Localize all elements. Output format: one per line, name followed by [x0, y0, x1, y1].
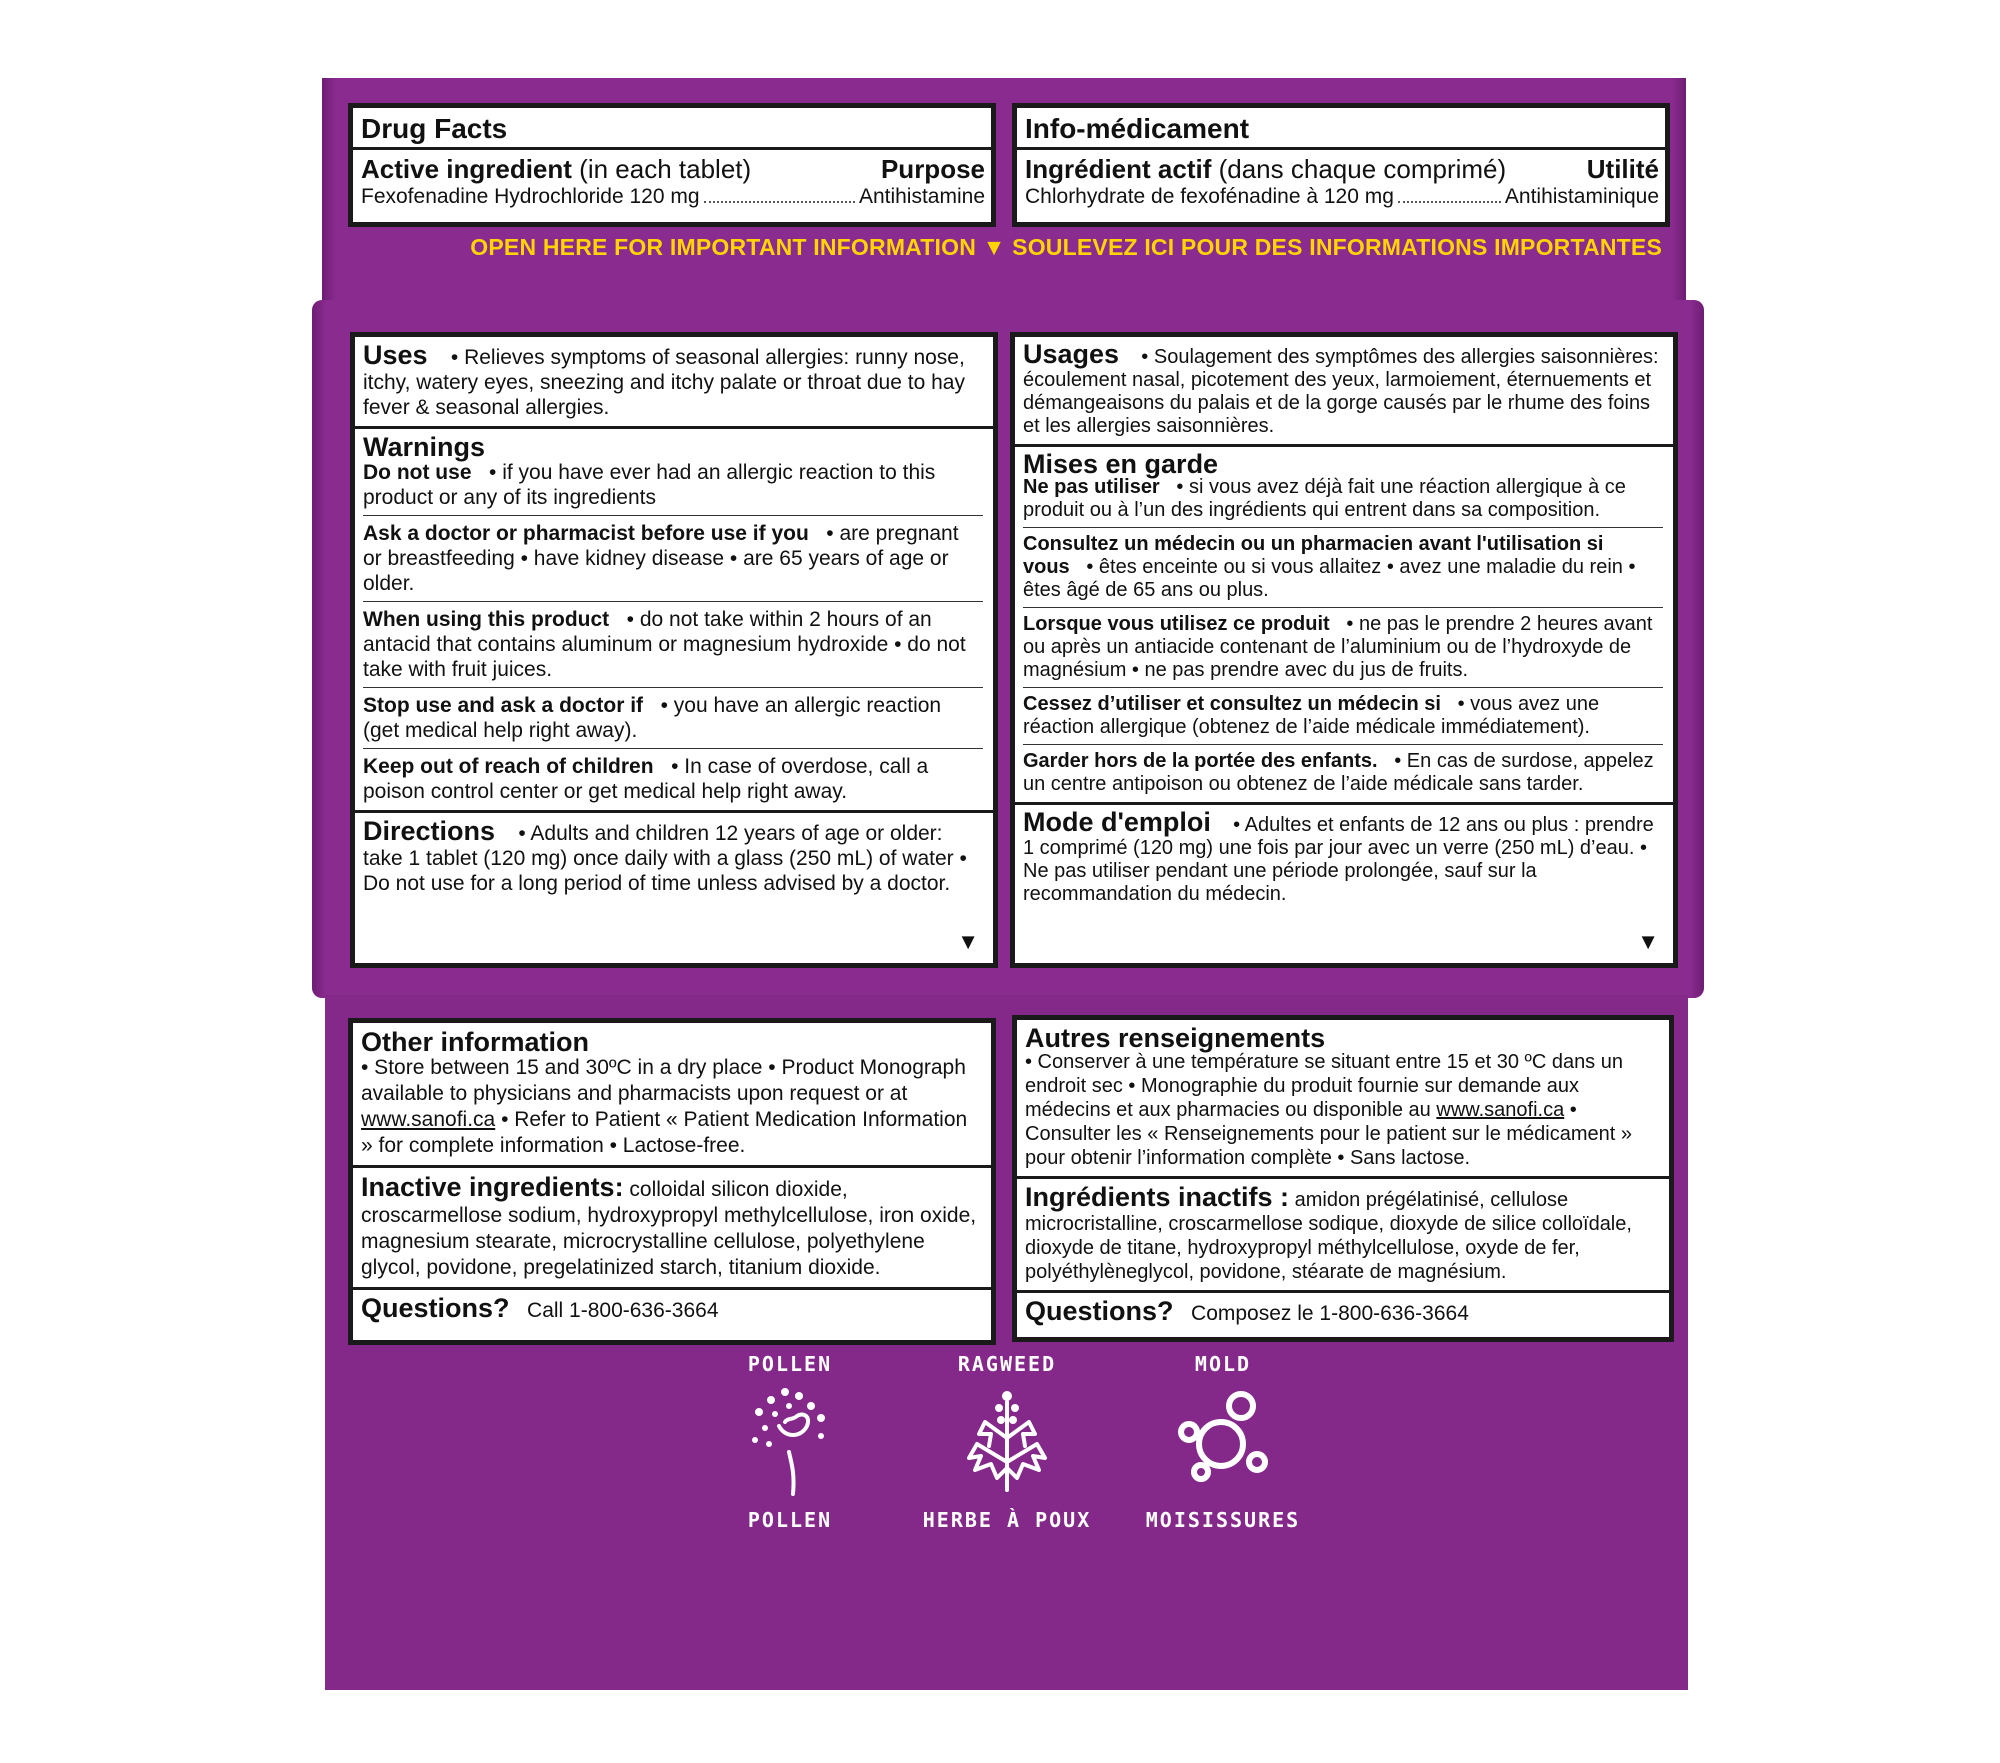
- inactive-ingredients-title: Inactive ingredients:: [361, 1172, 624, 1202]
- drug-facts-panel-fr: [1010, 332, 1678, 968]
- warning-head-fr: Lorsque vous utilisez ce produit: [1023, 613, 1330, 635]
- warning-item: [363, 460, 983, 516]
- directions-title: Directions: [363, 816, 496, 846]
- dot-leader: [704, 201, 855, 203]
- drug-facts-header-fr: [1012, 103, 1670, 227]
- active-ingredient-label-fr: Ingrédient actif: [1025, 154, 1212, 184]
- drug-facts-panel-en: [350, 332, 998, 968]
- questions-title-fr: Questions?: [1025, 1296, 1174, 1326]
- other-info-text-2: • Refer to Patient « Patient Medication Information » for complete information • Lactose-free.: [361, 1108, 968, 1157]
- other-info-title-fr: Autres renseignements: [1025, 1023, 1326, 1053]
- open-here-banner[interactable]: OPEN HERE FOR IMPORTANT INFORMATION ▼ SOULEVEZ ICI POUR DES INFORMATIONS IMPORTANTES: [470, 234, 1662, 260]
- warning-head-fr: Ne pas utiliser: [1023, 476, 1160, 498]
- sanofi-link-fr[interactable]: www.sanofi.ca: [1436, 1099, 1565, 1121]
- pollen-badge: [680, 1352, 900, 1532]
- warning-text: • you have an allergic reaction (get medical help right away).: [363, 694, 942, 742]
- directions-title-fr: Mode d'emploi: [1023, 807, 1211, 837]
- mold-label-bottom: MOISISSURES: [1145, 1508, 1301, 1532]
- inactive-ingredients-section: [353, 1168, 991, 1290]
- pollen-icon: [745, 1382, 835, 1502]
- warnings-title-fr: Mises en garde: [1023, 449, 1219, 479]
- warning-text: • do not take within 2 hours of an antacid that contains aluminum or magnesium hydroxide • do not take with fruit juices.: [363, 608, 966, 681]
- continue-arrow-icon: ▼: [1637, 929, 1659, 954]
- mold-label-top: MOLD: [1194, 1352, 1252, 1376]
- other-info-section: [353, 1023, 991, 1168]
- inactive-ingredients-section-fr: [1017, 1179, 1669, 1293]
- warning-item: [363, 754, 983, 804]
- purpose-label: Purpose: [880, 154, 985, 184]
- warning-item-fr: [1023, 533, 1663, 608]
- ingredient-name: Fexofenadine Hydrochloride 120 mg: [361, 185, 700, 208]
- mold-badge: [1113, 1352, 1333, 1532]
- warning-text-fr: • ne pas le prendre 2 heures avant ou après un antiacide contenant de l’aluminium ou de l’hydroxyde de magnésium • ne pas prendre avec du jus de fruits.: [1023, 613, 1653, 681]
- warning-text: • if you have ever had an allergic reaction to this product or any of its ingredients: [363, 461, 936, 509]
- inactive-ingredients-text: colloidal silicon dioxide, croscarmellose sodium, hydroxypropyl methylcellulose, iron oxide, magnesium stearate, microcrystalline cellulose, polyethylene glycol, povidone, pregelatinized starch, titanium dioxide.: [361, 1178, 977, 1279]
- active-ingredient-row-fr: [1017, 150, 1665, 185]
- ragweed-label-bottom: HERBE À POUX: [922, 1508, 1092, 1532]
- inactive-ingredients-title-fr: Ingrédients inactifs :: [1025, 1182, 1290, 1212]
- active-ingredient-label: Active ingredient: [361, 154, 572, 184]
- other-info-title: Other information: [361, 1027, 589, 1057]
- warning-head-fr: Cessez d’utiliser et consultez un médecin si: [1023, 693, 1441, 715]
- warning-head: When using this product: [363, 608, 610, 631]
- drug-facts-title-fr: Info-médicament: [1017, 108, 1665, 150]
- mold-icon: [1173, 1382, 1273, 1502]
- other-info-panel-fr: [1012, 1015, 1674, 1342]
- warning-item: [363, 521, 983, 602]
- sanofi-link[interactable]: www.sanofi.ca: [361, 1108, 496, 1131]
- directions-section-fr: [1015, 805, 1673, 912]
- other-info-text-1-fr: • Conserver à une température se situant entre 15 et 30 ºC dans un endroit sec • Monographie du produit fournie sur demande aux médecins et aux pharmacies ou disponible au: [1025, 1051, 1623, 1121]
- warning-text-fr: • En cas de surdose, appelez un centre antipoison ou obtenez de l’aide médicale sans tarder.: [1023, 750, 1654, 795]
- directions-text-fr: • Adultes et enfants de 12 ans ou plus : prendre 1 comprimé (120 mg) une fois par jour avec un verre (250 mL) d’eau. • Ne pas utiliser pendant une période prolongée, sauf sur la recommandation du médecin.: [1023, 814, 1654, 905]
- warning-item-fr: [1023, 613, 1663, 688]
- questions-section: [353, 1290, 991, 1329]
- warnings-section: [355, 429, 993, 813]
- active-ingredient-row: [353, 150, 991, 185]
- questions-section-fr: [1017, 1293, 1669, 1332]
- warning-item: [363, 607, 983, 688]
- warning-head-fr: Garder hors de la portée des enfants.: [1023, 750, 1378, 772]
- warning-head: Stop use and ask a doctor if: [363, 694, 644, 717]
- pollen-label-top: POLLEN: [747, 1352, 833, 1376]
- uses-text-fr: • Soulagement des symptômes des allergies saisonnières: écoulement nasal, picotement des yeux, larmoiement, éternuements et démangeaisons du palais et de la gorge causés par le rhume des foins et les allergies saisonnières.: [1023, 346, 1659, 437]
- directions-text: • Adults and children 12 years of age or older: take 1 tablet (120 mg) once daily with a glass (250 mL) of water • Do not use for a long period of time unless advised by a doctor.: [363, 822, 967, 895]
- uses-title: Uses: [363, 340, 428, 370]
- directions-section: [355, 813, 993, 902]
- warning-head: Do not use: [363, 461, 472, 484]
- other-info-panel-en: [348, 1018, 996, 1345]
- warning-text: • In case of overdose, call a poison control center or get medical help right away.: [363, 755, 929, 803]
- warnings-section-fr: [1015, 447, 1673, 805]
- uses-section-fr: [1015, 337, 1673, 447]
- active-ingredient-value-row: [353, 185, 991, 213]
- ingredient-name-fr: Chlorhydrate de fexofénadine à 120 mg: [1025, 185, 1394, 208]
- warning-item: [363, 693, 983, 749]
- warning-text-fr: • si vous avez déjà fait une réaction allergique à ce produit ou à l’un des ingrédients qui entrent dans sa composition.: [1023, 476, 1626, 521]
- warning-item-fr: [1023, 476, 1663, 528]
- warning-head-fr: Consultez un médecin ou un pharmacien avant l'utilisation si vous: [1023, 533, 1604, 578]
- warnings-title: Warnings: [363, 432, 486, 462]
- ragweed-label-top: RAGWEED: [957, 1352, 1057, 1376]
- questions-text-fr: Composez le 1-800-636-3664: [1191, 1302, 1469, 1325]
- warning-item-fr: [1023, 750, 1663, 796]
- warning-text-fr: • vous avez une réaction allergique (obtenez de l’aide médicale immédiatement).: [1023, 693, 1600, 738]
- ingredient-purpose-fr: Antihistaminique: [1504, 185, 1659, 208]
- active-ingredient-value-row-fr: [1017, 185, 1665, 213]
- continue-arrow-icon: ▼: [957, 929, 979, 954]
- active-ingredient-note-fr: (dans chaque comprimé): [1218, 154, 1507, 184]
- drug-facts-title: Drug Facts: [353, 108, 991, 150]
- questions-text: Call 1-800-636-3664: [527, 1299, 719, 1322]
- inactive-ingredients-text-fr: amidon prégélatinisé, cellulose microcristalline, croscarmellose sodique, dioxyde de silice colloïdale, dioxyde de titane, hydroxypropyl méthylcellulose, oxyde de fer, polyéthylèneglycol, povidone, stéarate de magnésium.: [1025, 1189, 1632, 1283]
- purpose-label-fr: Utilité: [1586, 154, 1659, 184]
- warning-head: Ask a doctor or pharmacist before use if you: [363, 522, 809, 545]
- ragweed-icon: [957, 1382, 1057, 1502]
- uses-title-fr: Usages: [1023, 339, 1120, 369]
- uses-section: [355, 337, 993, 429]
- drug-facts-header-en: [348, 103, 996, 227]
- warning-text-fr: • êtes enceinte ou si vous allaitez • avez une maladie du rein • êtes âgé de 65 ans ou plus.: [1023, 556, 1636, 601]
- dot-leader-fr: [1398, 201, 1501, 203]
- warning-head: Keep out of reach of children: [363, 755, 654, 778]
- other-info-section-fr: [1017, 1020, 1669, 1179]
- other-info-text-2-fr: • Consulter les « Renseignements pour le patient sur le médicament » pour obtenir l’information complète • Sans lactose.: [1025, 1099, 1632, 1169]
- other-info-text-1: • Store between 15 and 30ºC in a dry place • Product Monograph available to physicians and pharmacists upon request or at: [361, 1056, 966, 1105]
- warning-item-fr: [1023, 693, 1663, 745]
- uses-text: • Relieves symptoms of seasonal allergies: runny nose, itchy, watery eyes, sneezing and itchy palate or throat due to hay fever & seasonal allergies.: [363, 346, 965, 419]
- questions-title: Questions?: [361, 1293, 510, 1323]
- active-ingredient-note: (in each tablet): [579, 154, 752, 184]
- warning-text: • are pregnant or breastfeeding • have kidney disease • are 65 years of age or older.: [363, 522, 959, 595]
- ragweed-badge: [897, 1352, 1117, 1532]
- ingredient-purpose: Antihistamine: [858, 185, 985, 208]
- pollen-label-bottom: POLLEN: [747, 1508, 833, 1532]
